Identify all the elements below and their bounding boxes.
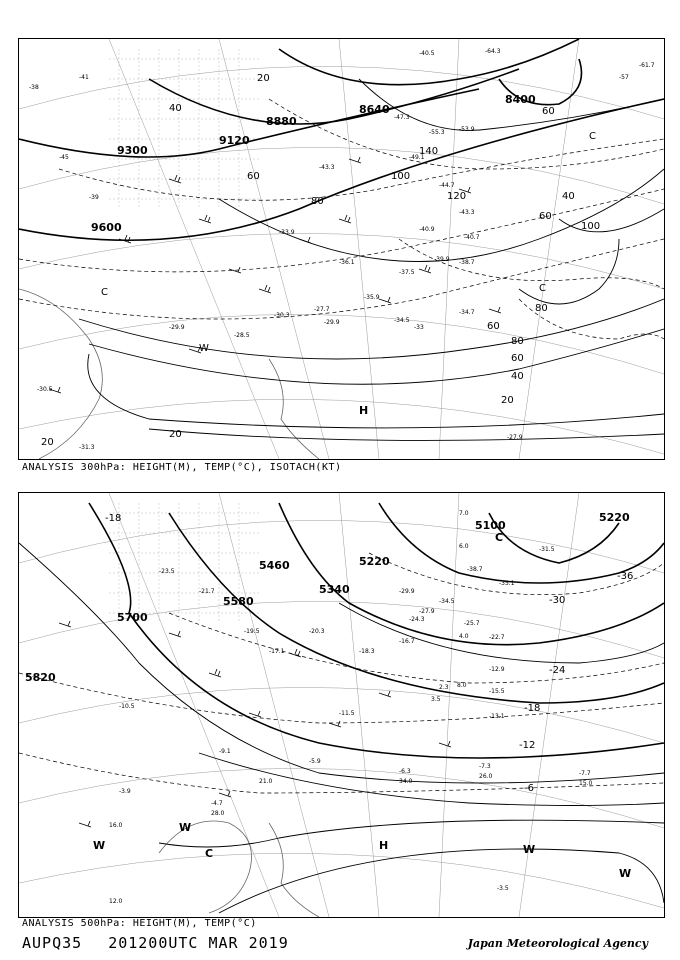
low-pressure-marker: C: [495, 531, 504, 544]
isotach-label: C: [101, 287, 108, 298]
warm-marker: W: [523, 843, 536, 856]
missing-data-grid: [109, 49, 259, 209]
height-label: 5700: [117, 611, 148, 624]
isotach-label: 140: [419, 146, 439, 157]
product-code: AUPQ35: [22, 934, 83, 952]
temp-label: -30.5: [37, 386, 53, 393]
warm-marker: W: [93, 839, 106, 852]
station-label: -3.9: [119, 788, 131, 795]
isotach: [149, 429, 664, 440]
station-label: 16.0: [109, 822, 123, 829]
wind-barbs: [49, 157, 501, 393]
isotach-label: 80: [311, 196, 324, 207]
temp-label: -39: [89, 194, 99, 201]
height-label: 5100: [475, 519, 506, 532]
station-label: -3.5: [497, 885, 509, 892]
temp-label: -28.5: [234, 332, 250, 339]
temp-contour: [339, 603, 664, 663]
station-label: -7.3: [479, 763, 491, 770]
footer: [22, 934, 315, 952]
station-label: -27.9: [419, 608, 435, 615]
station-label: -34.5: [439, 598, 455, 605]
isotach-label: 60: [247, 171, 260, 182]
station-label: 4.0: [459, 633, 469, 640]
isotach-label: 80: [535, 303, 548, 314]
height-label: 8880: [266, 115, 297, 128]
isotach-labels: [41, 73, 600, 448]
graticule: [19, 39, 664, 459]
high-pressure-marker: H: [379, 839, 389, 852]
isotach-label: 40: [511, 371, 524, 382]
temp-contour-label: -24: [549, 665, 566, 676]
height-label: 9300: [117, 144, 148, 157]
temp-contour-label: -18: [105, 513, 122, 524]
isotachs: [79, 79, 664, 440]
temp-label: -29.9: [324, 319, 340, 326]
temp-label: -61.7: [639, 62, 655, 69]
station-label: -7.7: [579, 770, 591, 777]
station-label: 12.0: [109, 898, 123, 905]
coastline: [269, 359, 319, 459]
warm-marker: W: [179, 821, 192, 834]
station-label: 26.0: [479, 773, 493, 780]
caption-500hpa: ANALYSIS 500hPa: HEIGHT(M), TEMP(°C): [22, 918, 257, 929]
station-label: -25.7: [464, 620, 480, 627]
isotach: [519, 239, 619, 304]
temp-label: -40.7: [464, 234, 480, 241]
temp-label: -43.3: [459, 209, 475, 216]
isotach-label: C: [589, 131, 596, 142]
temp-label: -40.5: [419, 50, 435, 57]
height-contour: [169, 513, 664, 703]
temp-label: -27.9: [507, 434, 523, 441]
station-label: -31.5: [539, 546, 555, 553]
coastline: [269, 823, 319, 917]
temp-contour-label: -30: [549, 595, 566, 606]
temp-label: -38.7: [459, 259, 475, 266]
temp-label: -38: [29, 84, 39, 91]
station-label: -13.1: [489, 713, 505, 720]
station-label: -17.1: [269, 648, 285, 655]
station-label: 8.0: [457, 682, 467, 689]
station-label: -6.3: [399, 768, 411, 775]
temp-label: -53.9: [459, 126, 475, 133]
station-label: -19.5: [244, 628, 260, 635]
temp-label: -34.7: [459, 309, 475, 316]
station-label: -24.3: [409, 616, 425, 623]
temp-label: -37.5: [399, 269, 415, 276]
height-label: 5820: [25, 671, 56, 684]
temp-label: -45: [59, 154, 69, 161]
height-label: 9120: [219, 134, 250, 147]
temp-label: -55.3: [429, 129, 445, 136]
station-label: -38.7: [467, 566, 483, 573]
isotach-label: W: [199, 343, 209, 354]
isotach: [79, 299, 664, 359]
temp-label: -39.9: [434, 256, 450, 263]
temp-label: -40.9: [419, 226, 435, 233]
temp-contour: [159, 820, 664, 847]
isotach-label: 60: [539, 211, 552, 222]
temp-label: -30.3: [274, 312, 290, 319]
temp-label: -36.1: [339, 259, 355, 266]
height-label: 5220: [359, 555, 390, 568]
temp-label: -31.3: [79, 444, 95, 451]
warm-marker: W: [619, 867, 632, 880]
station-label: 2.3: [439, 684, 449, 691]
station-label: 3.5: [431, 696, 441, 703]
height-label: 5580: [223, 595, 254, 608]
isotherm: [19, 753, 664, 793]
height-label: 8640: [359, 103, 390, 116]
height-label: 9600: [91, 221, 122, 234]
station-label: -11.5: [339, 710, 355, 717]
low-pressure-marker: C: [205, 847, 214, 860]
temp-label: -43.3: [319, 164, 335, 171]
temp-contour: [219, 849, 664, 913]
high-pressure-marker: H: [359, 404, 369, 417]
temp-contour-label: -18: [524, 703, 541, 714]
temp-labels: [29, 48, 655, 451]
temp-contour-label: -36: [617, 571, 634, 582]
station-label: -29.9: [399, 588, 415, 595]
station-label: -18.3: [359, 648, 375, 655]
temp-label: -29.9: [169, 324, 185, 331]
temp-label: -27.7: [314, 306, 330, 313]
coastline: [159, 821, 252, 913]
station-label: 34.0: [399, 778, 413, 785]
isotach-label: 60: [542, 106, 555, 117]
station-label: 6.0: [459, 543, 469, 550]
height-label: 8400: [505, 93, 536, 106]
station-label: -20.3: [309, 628, 325, 635]
coastline: [19, 289, 102, 459]
isotach-label: C: [539, 283, 546, 294]
station-label: -4.7: [211, 800, 223, 807]
temp-label: -33: [414, 324, 424, 331]
station-label: 21.0: [259, 778, 273, 785]
isotach-label: 80: [511, 336, 524, 347]
analysis-timestamp: 201200UTC MAR 2019: [108, 934, 289, 952]
station-label: 15.0: [579, 780, 593, 787]
height-label: 5220: [599, 511, 630, 524]
chart-300hpa: [18, 38, 665, 460]
station-label: -12.9: [489, 666, 505, 673]
isotach-label: 60: [487, 321, 500, 332]
height-contour: [149, 69, 519, 124]
isotach-label: 40: [562, 191, 575, 202]
isotach-label: 20: [41, 437, 54, 448]
isotach-label: 20: [169, 429, 182, 440]
station-label: 7.0: [459, 510, 469, 517]
temp-label: -33.9: [279, 229, 295, 236]
agency-name: Japan Meteorological Agency: [467, 937, 648, 950]
temp-label: -35.9: [364, 294, 380, 301]
height-contours: [19, 39, 664, 240]
station-label: -22.7: [489, 634, 505, 641]
height-label: 5340: [319, 583, 350, 596]
map-300hpa: [19, 39, 664, 459]
isotach-label: 120: [447, 191, 467, 202]
isotach: [559, 209, 664, 232]
isotach-label: 20: [501, 395, 514, 406]
station-label: -15.5: [489, 688, 505, 695]
station-label: -21.7: [199, 588, 215, 595]
chart-500hpa: [18, 492, 665, 918]
isotach-label: 40: [169, 103, 182, 114]
isotach-label: 20: [257, 73, 270, 84]
temp-label: -57: [619, 74, 629, 81]
height-contour: [279, 39, 579, 85]
temp-label: -34.5: [394, 317, 410, 324]
map-500hpa: [19, 493, 664, 917]
temp-contour-label: -6: [524, 783, 534, 794]
station-label: 28.0: [211, 810, 225, 817]
station-label: -5.9: [309, 758, 321, 765]
station-label: -23.5: [159, 568, 175, 575]
station-label: -16.7: [399, 638, 415, 645]
isotherm: [269, 99, 664, 169]
temp-label: -64.3: [485, 48, 501, 55]
station-label: -10.5: [119, 703, 135, 710]
isotherm: [19, 239, 664, 319]
isotach-label: 100: [391, 171, 411, 182]
caption-300hpa: ANALYSIS 300hPa: HEIGHT(M), TEMP(°C), ISOTACH(KT): [22, 462, 342, 473]
isotherm: [169, 613, 664, 683]
isotach-label: 60: [511, 353, 524, 364]
station-label: -9.1: [219, 748, 231, 755]
temp-label: -41: [79, 74, 89, 81]
temp-contours: [19, 543, 664, 913]
isotach: [89, 329, 664, 384]
isotach-label: 100: [581, 221, 601, 232]
temp-label: -49.1: [409, 154, 425, 161]
station-label: -35.1: [499, 580, 515, 587]
temp-label: -44.7: [439, 182, 455, 189]
graticule: [19, 493, 664, 917]
isotherm: [399, 239, 664, 289]
temp-contour-label: -12: [519, 740, 536, 751]
height-label: 5460: [259, 559, 290, 572]
temp-label: -47.3: [394, 114, 410, 121]
